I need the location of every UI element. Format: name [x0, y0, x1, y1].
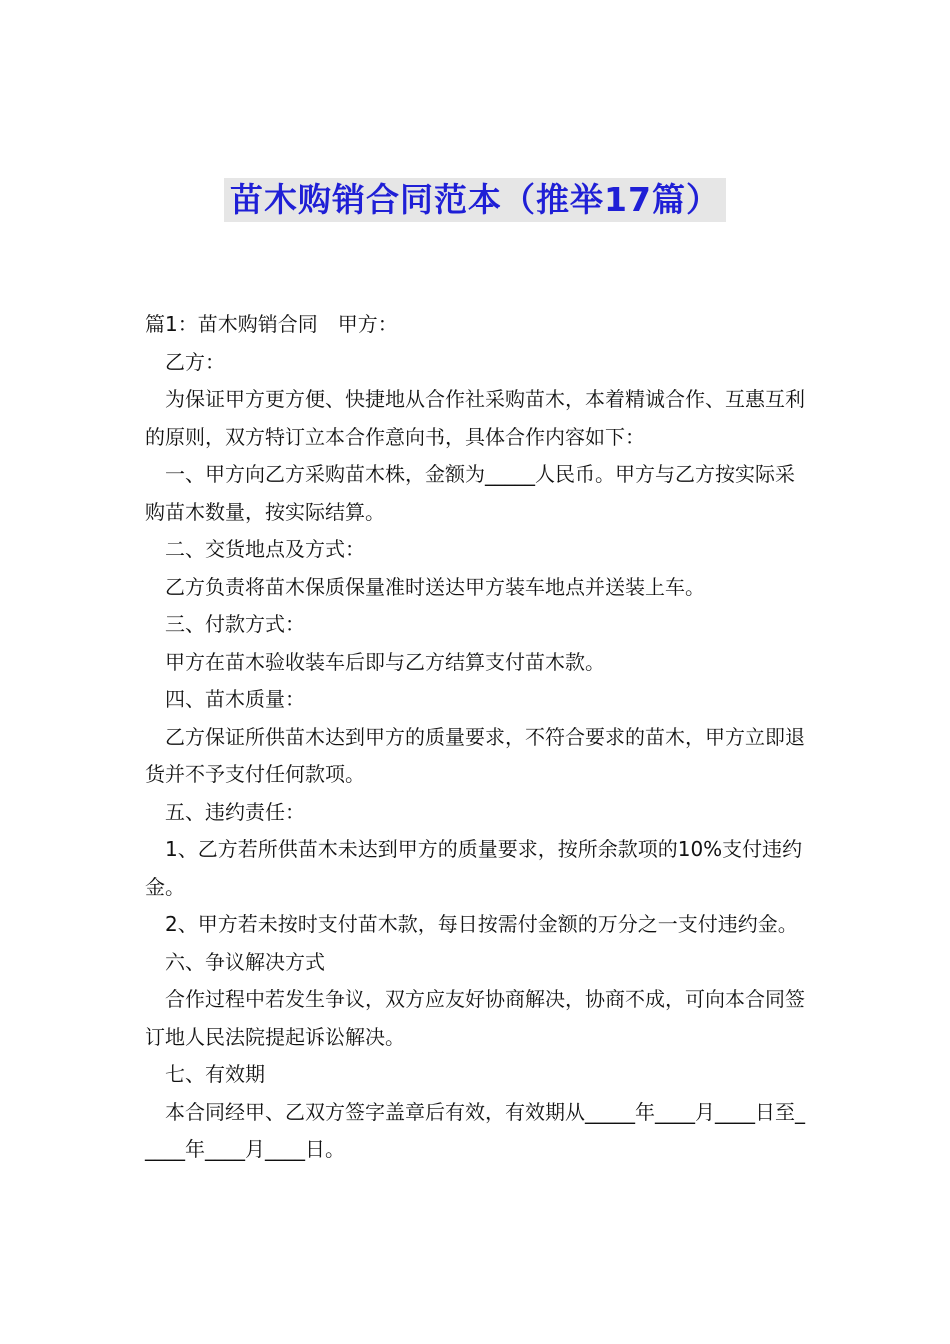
paragraph: 乙方： — [145, 349, 225, 374]
paragraph: 1、乙方若所供苗木未达到甲方的质量要求，按所余款项的10%支付违约金。 — [145, 837, 803, 899]
paragraph: 四、苗木质量： — [145, 687, 305, 711]
paragraph: 三、付款方式： — [145, 612, 305, 636]
paragraph: 篇1：苗木购销合同 甲方： — [145, 312, 398, 336]
paragraph: 甲方在苗木验收装车后即与乙方结算支付苗木款。 — [145, 649, 605, 674]
paragraph: 本合同经甲、乙双方签字盖章后有效，有效期从_____年____月____日至_____年____月____日。 — [145, 1099, 805, 1161]
paragraph: 乙方保证所供苗木达到甲方的质量要求，不符合要求的苗木，甲方立即退货并不予支付任何款项。 — [145, 724, 805, 786]
paragraph: 七、有效期 — [145, 1062, 265, 1086]
paragraph: 2、甲方若未按时支付苗木款，每日按需付金额的万分之一支付违约金。 — [145, 912, 798, 936]
paragraph: 五、违约责任： — [145, 799, 305, 824]
paragraph: 六、争议解决方式 — [145, 949, 325, 974]
paragraph: 一、甲方向乙方采购苗木株，金额为_____人民币。甲方与乙方按实际采购苗木数量，按实际结算。 — [145, 462, 795, 524]
paragraph: 为保证甲方更方便、快捷地从合作社采购苗木，本着精诚合作、互惠互利的原则，双方特订立本合作意向书，具体合作内容如下： — [145, 387, 805, 449]
paragraph: 合作过程中若发生争议，双方应友好协商解决，协商不成，可向本合同签订地人民法院提起诉讼解决。 — [145, 987, 805, 1049]
paragraph: 乙方负责将苗木保质保量准时送达甲方装车地点并送装上车。 — [145, 574, 705, 599]
document-body — [145, 306, 810, 1169]
document-title: 苗木购销合同范本（推举17篇） — [224, 178, 726, 222]
title-container — [0, 178, 950, 222]
paragraph: 二、交货地点及方式： — [145, 537, 365, 561]
